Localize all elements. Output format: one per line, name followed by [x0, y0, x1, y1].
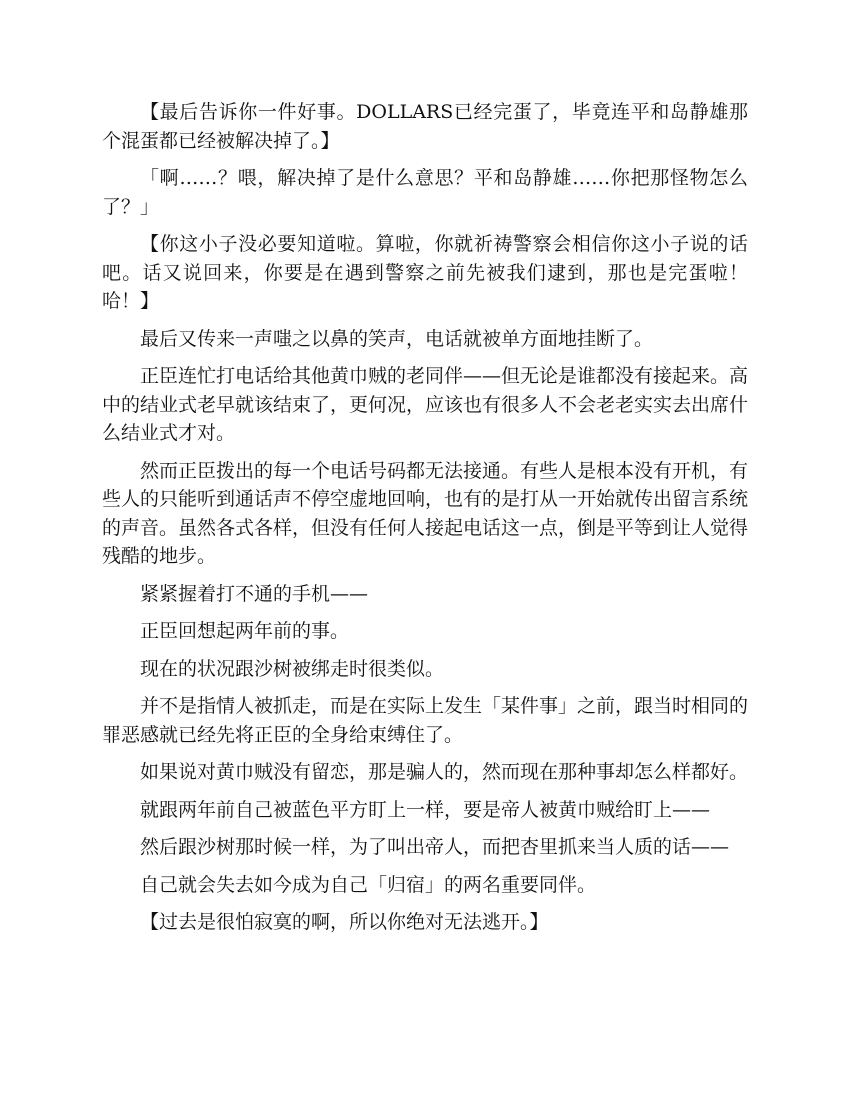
- paragraph: 正臣回想起两年前的事。: [140, 620, 350, 642]
- document-page: [102, 98, 748, 946]
- paragraph: 【最后告诉你一件好事。DOLLARS已经完蛋了，毕竟连平和岛静雄那个混蛋都已经被解决掉了。】: [102, 101, 748, 152]
- paragraph: 并不是指情人被抓走，而是在实际上发生「某件事」之前，跟当时相同的罪恶感就已经先将正臣的全身给束缚住了。: [102, 695, 749, 746]
- paragraph: 自己就会失去如今成为自己「归宿」的两名重要同伴。: [140, 873, 597, 896]
- paragraph: 然而正臣拨出的每一个电话号码都无法接通。有些人是根本没有开机，有些人的只能听到通话声不停空虚地回响，也有的是打从一开始就传出留言系统的声音。虽然各式各样，但没有任何人接起电话这一点，倒是平等到让人觉得残酷的地步。: [102, 459, 749, 567]
- paragraph: 然后跟沙树那时候一样，为了叫出帝人，而把杏里抓来当人质的话——: [140, 836, 730, 858]
- paragraph: 如果说对黄巾贼没有留恋，那是骗人的，然而现在那种事却怎么样都好。: [140, 761, 749, 783]
- paragraph: 最后又传来一声嗤之以鼻的笑声，电话就被单方面地挂断了。: [140, 327, 654, 350]
- paragraph: 【你这小子没必要知道啦。算啦，你就祈祷警察会相信你这小子说的话吧。话又说回来，你要是在遇到警察之前先被我们逮到，那也是完蛋啦！哈！】: [102, 233, 748, 312]
- paragraph: 紧紧握着打不通的手机——: [140, 582, 369, 605]
- paragraph: 现在的状况跟沙树被绑走时很类似。: [140, 657, 445, 680]
- paragraph: 正臣连忙打电话给其他黄巾贼的老同伴——但无论是谁都没有接起来。高中的结业式老早就该结束了，更何况，应该也有很多人不会老老实实去出席什么结业式才对。: [102, 365, 749, 444]
- paragraph: 【过去是很怕寂寞的啊，所以你绝对无法逃开。】: [140, 911, 549, 933]
- paragraph: 就跟两年前自己被蓝色平方盯上一样，要是帝人被黄巾贼给盯上——: [140, 798, 711, 821]
- paragraph: 「啊……？喂，解决掉了是什么意思？平和岛静雄……你把那怪物怎么了？」: [102, 167, 748, 218]
